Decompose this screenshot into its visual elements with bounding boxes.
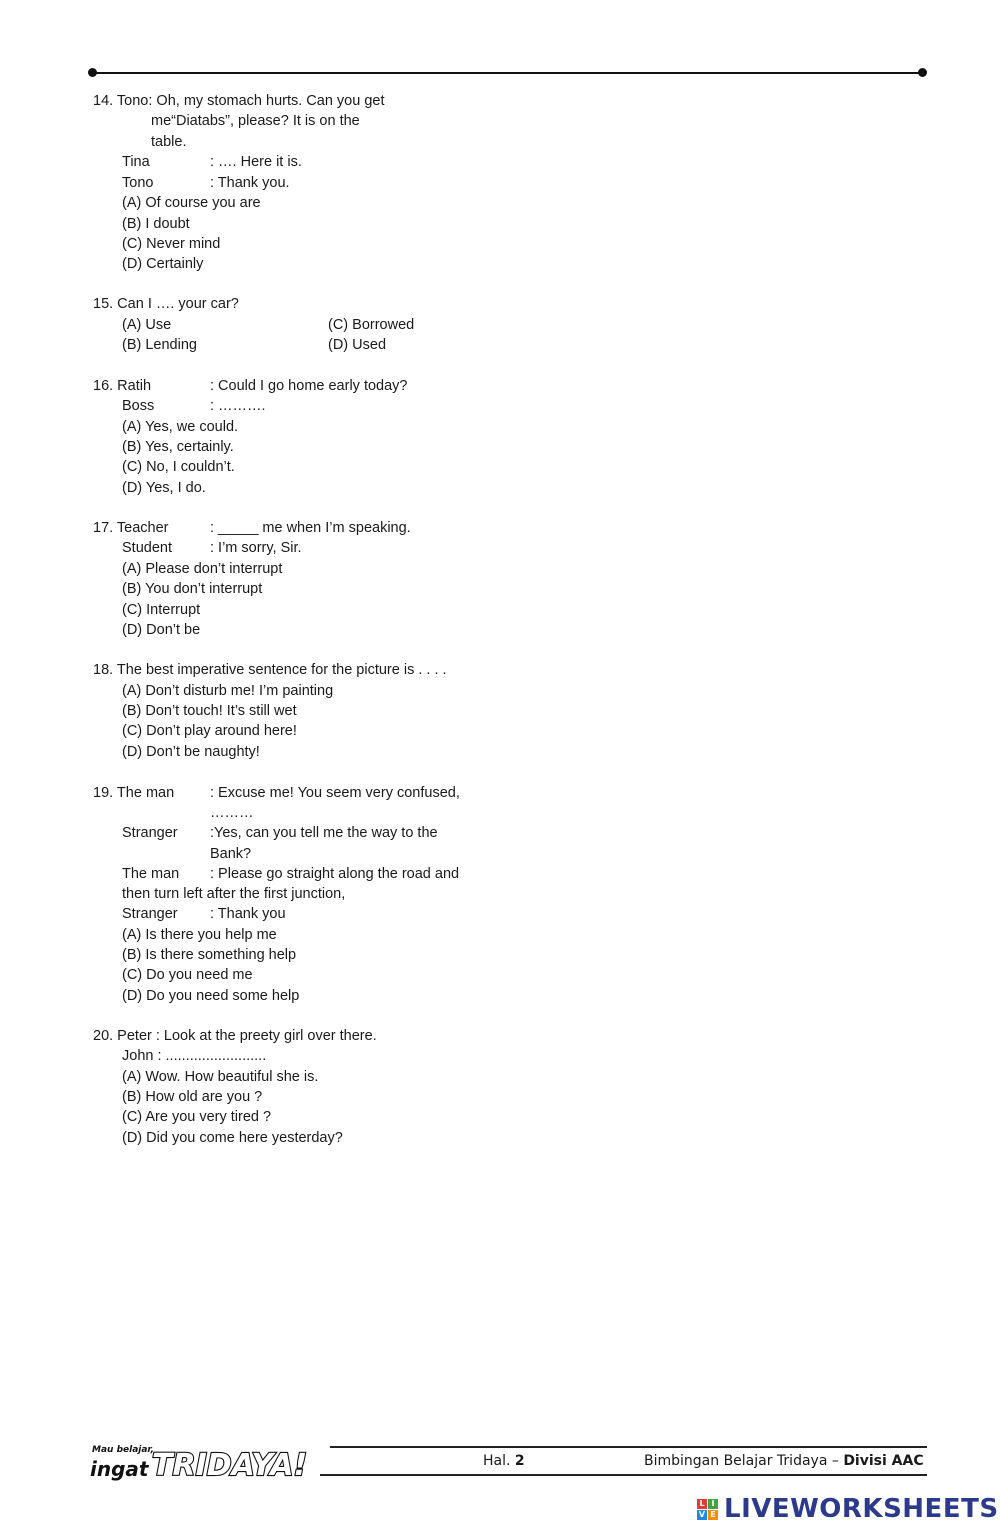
text-line: (D) Did you come here yesterday? — [122, 1130, 343, 1146]
text-line: (B) Yes, certainly. — [122, 439, 234, 455]
liveworksheets-logo-letter: I — [708, 1499, 718, 1509]
text-line: 14. Tono: Oh, my stomach hurts. Can you get — [93, 93, 385, 109]
page-number: Hal. 2 — [483, 1453, 525, 1469]
text-line: 16. Ratih — [93, 378, 152, 394]
text-line: (B) How old are you ? — [122, 1089, 263, 1105]
logo-ingat-text: ingat — [90, 1457, 149, 1481]
text-line: : Thank you — [210, 906, 286, 922]
tridaya-logo — [90, 1440, 335, 1484]
text-line: (C) Interrupt — [122, 602, 201, 618]
footer-organization: Bimbingan Belajar Tridaya – Divisi AAC — [644, 1453, 924, 1469]
text-line: me“Diatabs”, please? It is on the — [151, 113, 360, 129]
text-line: (D) Yes, I do. — [122, 480, 206, 496]
liveworksheets-logo-letter: V — [698, 1509, 706, 1519]
text-line: John : ......................... — [122, 1048, 267, 1064]
top-rule — [92, 72, 923, 74]
text-line: (D) Certainly — [122, 256, 204, 272]
logo-small-text: Mau belajar, — [92, 1445, 154, 1455]
text-line: :Yes, can you tell me the way to the — [210, 825, 438, 841]
text-line: (B) Don’t touch! It’s still wet — [122, 703, 297, 719]
text-line: (C) Never mind — [122, 236, 221, 252]
top-rule-left-dot — [88, 68, 97, 77]
text-line: Bank? — [210, 846, 252, 862]
logo-brand-text: TRIDAYA! — [152, 1448, 308, 1483]
text-line: The man — [122, 866, 180, 882]
text-line: 19. The man — [93, 785, 175, 801]
text-line: (D) Don’t be — [122, 622, 201, 638]
liveworksheets-watermark — [697, 1494, 999, 1524]
top-rule-right-dot — [918, 68, 927, 77]
text-line: : Thank you. — [210, 175, 290, 191]
text-line: Stranger — [122, 825, 178, 841]
text-line: (B) Lending — [122, 337, 197, 353]
liveworksheets-text: LIVEWORKSHEETS — [724, 1494, 999, 1524]
text-line: table. — [151, 134, 187, 150]
text-line: ……… — [210, 805, 254, 821]
text-line: : Excuse me! You seem very confused, — [210, 785, 460, 801]
text-line: (A) Wow. How beautiful she is. — [122, 1069, 319, 1085]
liveworksheets-logo-icon — [697, 1499, 718, 1520]
text-line: 17. Teacher — [93, 520, 169, 536]
text-line: Student — [122, 540, 172, 556]
liveworksheets-logo-letter: E — [708, 1510, 718, 1520]
text-line: (A) Is there you help me — [122, 927, 277, 943]
text-line: (A) Yes, we could. — [122, 419, 239, 435]
text-line: (C) No, I couldn’t. — [122, 459, 235, 475]
text-line: (B) Is there something help — [122, 947, 297, 963]
text-line: : ………. — [210, 398, 266, 414]
text-line: (A) Don’t disturb me! I’m painting — [122, 683, 334, 699]
text-line: Tina — [122, 154, 150, 170]
text-line: (A) Use — [122, 317, 172, 333]
text-line: : …. Here it is. — [210, 154, 302, 170]
text-line: Tono — [122, 175, 154, 191]
text-line: (C) Don’t play around here! — [122, 723, 297, 739]
text-line: (C) Are you very tired ? — [122, 1109, 272, 1125]
footer-top-line — [330, 1446, 927, 1448]
text-line: (D) Do you need some help — [122, 988, 300, 1004]
text-line: then turn left after the first junction, — [122, 886, 346, 902]
text-line: (B) You don’t interrupt — [122, 581, 263, 597]
text-line: (D) Used — [328, 337, 387, 353]
text-line: : Could I go home early today? — [210, 378, 408, 394]
footer-bottom-line — [320, 1474, 927, 1476]
text-line: : I’m sorry, Sir. — [210, 540, 302, 556]
text-line: (D) Don’t be naughty! — [122, 744, 260, 760]
text-line: : _____ me when I’m speaking. — [210, 520, 411, 536]
text-line: (B) I doubt — [122, 216, 190, 232]
text-line: Stranger — [122, 906, 178, 922]
text-line: 20. Peter : Look at the preety girl over there. — [93, 1028, 377, 1044]
text-line: (A) Of course you are — [122, 195, 261, 211]
liveworksheets-logo-letter: L — [697, 1499, 707, 1509]
text-line: (A) Please don’t interrupt — [122, 561, 283, 577]
text-line: (C) Borrowed — [328, 317, 415, 333]
text-line: 15. Can I …. your car? — [93, 296, 239, 312]
text-line: : Please go straight along the road and — [210, 866, 460, 882]
text-line: 18. The best imperative sentence for the picture is . . . . — [93, 662, 447, 678]
text-line: Boss — [122, 398, 155, 414]
text-line: (C) Do you need me — [122, 967, 253, 983]
